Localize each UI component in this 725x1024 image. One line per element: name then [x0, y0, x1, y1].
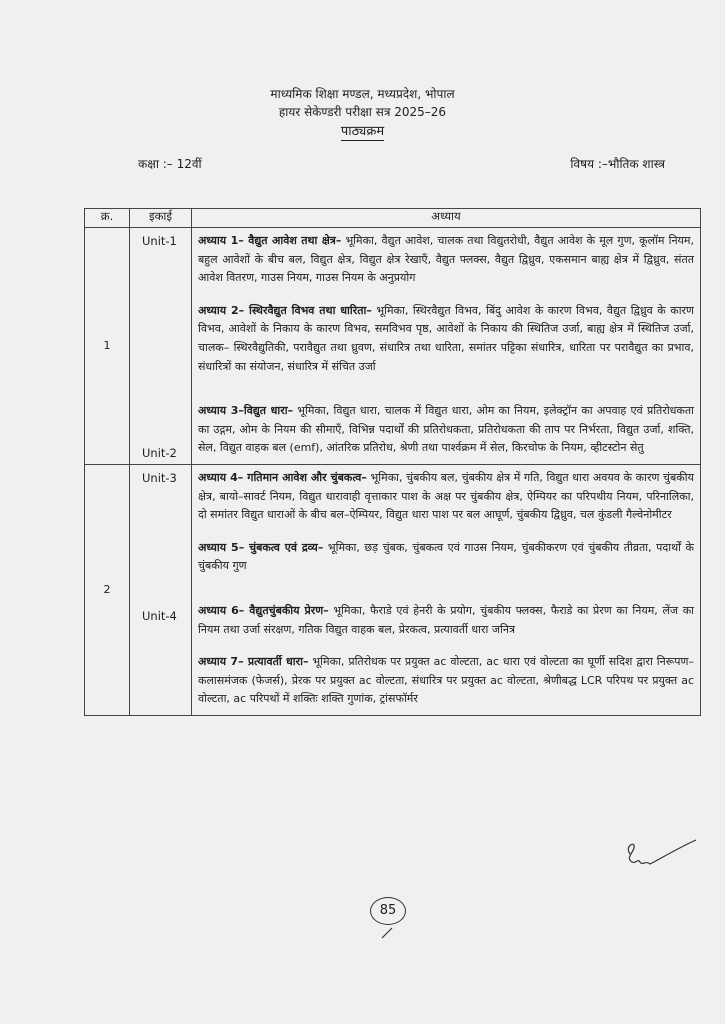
- chapter-title: अध्याय 7– प्रत्यावर्ती धारा–: [198, 655, 309, 669]
- header-no: क्र.: [85, 209, 130, 228]
- row-number: 1: [85, 228, 130, 465]
- chapter-text: भूमिका, वैद्युत आवेश, चालक तथा विद्युतरोधी, वैद्युत आवेश के मूल गुण, कूलॉम नियम, बहुल आवेशों के बीच बल, विद्युत क्षेत्र, विद्युत क्षेत्र रेखाएँ, वैद्युत फ्लक्स, वैद्युत द्विध्रुव, एकसमान बाह्य क्षेत्र में द्विध्रुव, संतत आवेश वितरण, गाउस नियम, गाउस नियम के अनुप्रयोग: [198, 234, 694, 285]
- chapter-item: [198, 469, 694, 525]
- subject-label: विषय :–भौतिक शास्त्र: [570, 157, 665, 171]
- page-title: [0, 124, 725, 140]
- chapter-cell: [192, 464, 701, 715]
- chapter-title: अध्याय 6– वैद्युतचुंबकीय प्रेरण–: [198, 603, 329, 617]
- board-name: माध्यमिक शिक्षा मण्डल, मध्यप्रदेश, भोपाल: [270, 87, 455, 101]
- page-number: 85: [370, 897, 406, 925]
- unit-cell: [130, 228, 192, 465]
- header-chapter: अध्याय: [192, 209, 701, 228]
- table-row: [85, 464, 701, 715]
- chapter-text: भूमिका, फैराडे एवं हेनरी के प्रयोग, चुंबकीय फ्लक्स, फैराडे का प्रेरण का नियम, लेंज का नियम तथा उर्जा संरक्षण, गतिक विद्युत वाहक बल, प्रेरकत्व, प्रत्यावर्ती धारा जनित्र: [198, 603, 695, 636]
- header-unit: इकाई: [130, 209, 192, 228]
- unit-cell: [130, 464, 192, 715]
- exam-session: हायर सेकेण्डरी परीक्षा सत्र 2025–26: [278, 105, 447, 119]
- chapter-title: अध्याय 4– गतिमान आवेश और चुंबकत्व–: [198, 470, 367, 484]
- row-number: 2: [85, 464, 130, 715]
- table-row: [85, 228, 701, 465]
- unit-label: Unit-1: [142, 234, 177, 248]
- chapter-text: भूमिका, चुंबकीय बल, चुंबकीय क्षेत्र में गति, विद्युत धारा अवयव के कारण चुंबकीय क्षेत्र, बायो–सावर्ट नियम, विद्युत धारावाही वृत्ताकार पाश के अक्ष पर चुंबकीय क्षेत्र, ऐम्पियर का परिपथीय नियम, परिनालिका, दो समांतर विद्युत धाराओं के बीच बल–ऐम्पियर, विद्युत धारा पाश पर बल आघूर्ण, चुंबकीय द्विध्रुव, चल कुंडली गैल्वेनोमीटर: [198, 470, 694, 522]
- chapter-item: [198, 653, 694, 709]
- chapter-title: अध्याय 5– चुंबकत्व एवं द्रव्य–: [198, 540, 324, 554]
- page-title-text: पाठ्यक्रम: [340, 124, 385, 139]
- unit-label: Unit-2: [142, 446, 177, 460]
- chapter-title: अध्याय 1– वैद्युत आवेश तथा क्षेत्र–: [198, 234, 342, 247]
- chapter-text: भूमिका, स्थिरवैद्युत विभव, बिंदु आवेश के कारण विभव, वैद्युत द्विध्रुव के कारण विभव, आवेशों के निकाय के कारण विभव, समविभव पृष्ठ, आवेशों के निकाय की स्थितिज उर्जा, बाह्य क्षेत्र में स्थितिज उर्जा, चालक– स्थिरवैद्युतिकी, परावैद्युत तथा ध्रुवण, संधारित्र तथा धारिता, समांतर पट्टिका संधारित्र, धारिता पर परावैद्युत का प्रभाव, संधारित्रों का संयोजन, संधारित्र में संचित उर्जा: [198, 303, 695, 373]
- chapter-item: [198, 232, 694, 288]
- syllabus-table: [84, 208, 701, 716]
- class-label: कक्षा :– 12वीं: [138, 157, 202, 171]
- chapter-title: अध्याय 3–विद्युत धारा–: [198, 404, 294, 418]
- unit-label: Unit-3: [142, 470, 177, 485]
- chapter-text: भूमिका, छड़ चुंबक, चुंबकत्व एवं गाउस नियम, चुंबकीकरण एवं चुंबकीय तीव्रता, पदार्थों के चुंबकीय गुण: [198, 540, 694, 573]
- chapter-item: [198, 539, 694, 576]
- signature-mark: [622, 836, 702, 876]
- chapter-item: [198, 402, 694, 458]
- chapter-cell: [192, 228, 701, 465]
- chapter-text: भूमिका, प्रतिरोधक पर प्रयुक्त ac वोल्टता, ac धारा एवं वोल्टता का घूर्णी सदिश द्वारा निरूपण–कलासमंजक (फेजर्स), प्रेरक पर प्रयुक्त ac वोल्टता, संधारित्र पर प्रयुक्त ac वोल्टता, श्रेणीबद्ध LCR परिपथ पर प्रयुक्त ac वोल्टता, ac परिपथों में शक्तिः शक्ति गुणांक, ट्रांसफॉर्मर: [198, 655, 695, 706]
- page-number-tick: [380, 926, 394, 940]
- chapter-item: [198, 602, 694, 639]
- chapter-item: [198, 302, 694, 376]
- table-header-row: [85, 209, 701, 228]
- chapter-text: भूमिका, विद्युत धारा, चालक में विद्युत धारा, ओम का नियम, इलेक्ट्रॉन का अपवाह एवं प्रतिरोधकता का उद्गम, ओम के नियम की सीमाएँ, विभिन्न पदार्थों की प्रतिरोधकता, प्रतिरोधकता की ताप पर निर्भरता, विद्युत उर्जा, शक्ति, सेल, विद्युत वाहक बल (emf), आंतरिक प्रतिरोध, श्रेणी तथा पार्श्वक्रम में सेल, किरचोफ के नियम, व्हीटस्टोन सेतु: [198, 404, 695, 455]
- chapter-title: अध्याय 2– स्थिरवैद्युत विभव तथा धारिता–: [198, 303, 372, 317]
- unit-label: Unit-4: [142, 608, 177, 623]
